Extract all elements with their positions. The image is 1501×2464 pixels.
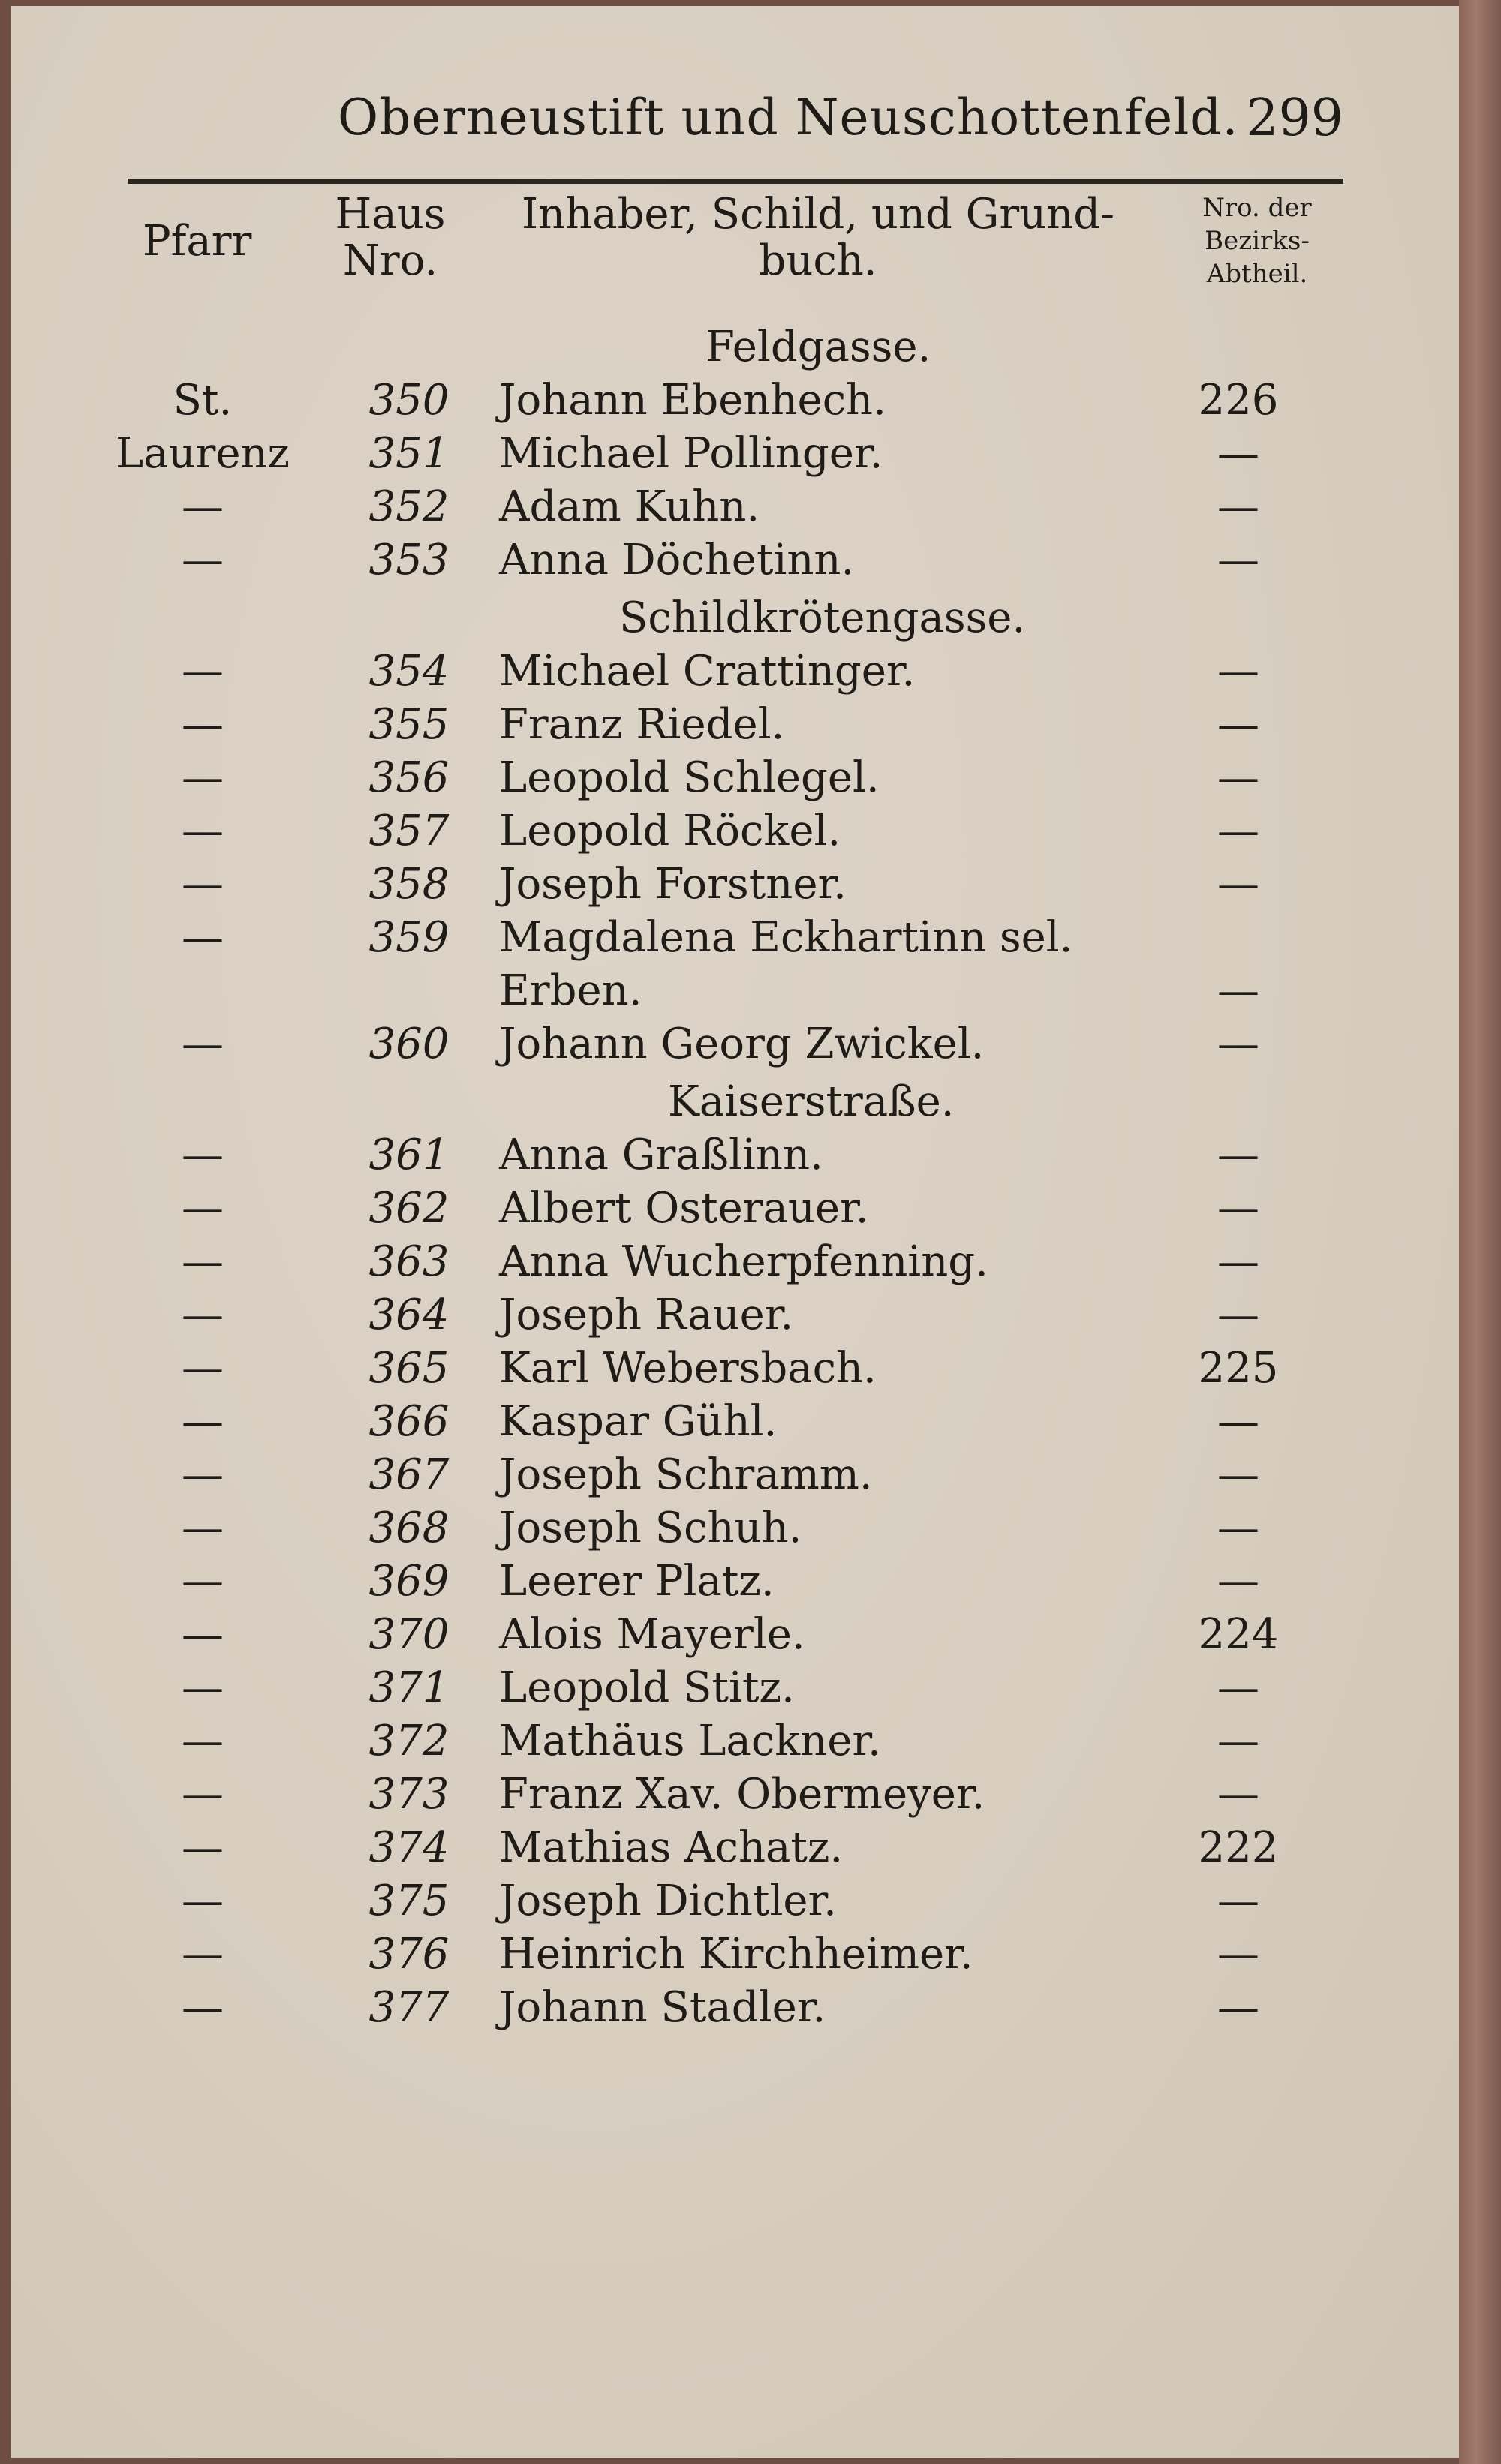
pfarr-cell: St. xyxy=(173,376,233,425)
house-number-cell: 357 xyxy=(368,807,450,855)
table-row xyxy=(0,1767,1459,1820)
house-number-cell: 355 xyxy=(368,700,450,749)
table-row xyxy=(0,1554,1459,1607)
house-number-cell: 371 xyxy=(368,1663,450,1712)
house-number-cell: 360 xyxy=(368,1020,450,1068)
district-number-cell: — xyxy=(1217,1663,1259,1712)
district-number-cell: — xyxy=(1217,429,1259,478)
table-row xyxy=(0,533,1459,586)
house-number-cell: 372 xyxy=(368,1717,450,1765)
table-row xyxy=(0,1607,1459,1660)
table-row xyxy=(0,479,1459,533)
page-edge xyxy=(1459,0,1501,2464)
pfarr-cell: Laurenz xyxy=(115,429,290,478)
table-row xyxy=(0,1447,1459,1501)
pfarr-cell: — xyxy=(182,1184,224,1233)
street-heading xyxy=(0,315,1459,373)
house-number-cell: 376 xyxy=(368,1930,450,1979)
street-heading xyxy=(0,586,1459,644)
street-name: Feldgasse. xyxy=(705,323,931,371)
column-headers xyxy=(0,191,1459,300)
street-heading xyxy=(0,1070,1459,1128)
owner-name-cell: Joseph Forstner. xyxy=(499,860,847,909)
house-number-cell: 374 xyxy=(368,1823,450,1872)
house-number-cell: 359 xyxy=(368,913,450,962)
page-header xyxy=(128,75,1343,158)
table-row xyxy=(0,1017,1459,1070)
pfarr-cell: — xyxy=(182,1504,224,1552)
district-number-cell: 224 xyxy=(1198,1610,1279,1659)
district-number-cell: — xyxy=(1217,1770,1259,1819)
owner-name-cell: Joseph Rauer. xyxy=(499,1291,794,1339)
table-row xyxy=(0,1181,1459,1234)
district-number-cell: — xyxy=(1217,1237,1259,1286)
table-row xyxy=(0,1394,1459,1447)
table-row xyxy=(0,750,1459,804)
pfarr-cell: — xyxy=(182,1930,224,1979)
district-number-cell: — xyxy=(1217,1930,1259,1979)
table-row xyxy=(0,1714,1459,1767)
owner-name-cell: Karl Webersbach. xyxy=(499,1344,877,1393)
district-number-cell: — xyxy=(1217,1504,1259,1552)
table-row xyxy=(0,373,1459,426)
house-number-cell: 354 xyxy=(368,647,450,696)
pfarr-cell: — xyxy=(182,753,224,802)
table-row xyxy=(0,1927,1459,1980)
house-number-cell: 356 xyxy=(368,753,450,802)
table-row xyxy=(0,804,1459,857)
house-number-cell: 364 xyxy=(368,1291,450,1339)
house-number-cell: 367 xyxy=(368,1450,450,1499)
district-number-cell: — xyxy=(1217,807,1259,855)
house-number-cell: 358 xyxy=(368,860,450,909)
pfarr-cell: — xyxy=(182,1610,224,1659)
owner-name-cell: Joseph Schramm. xyxy=(499,1450,873,1499)
owner-name-cell: Franz Riedel. xyxy=(499,700,785,749)
district-number-cell: — xyxy=(1217,1983,1259,2032)
district-number-cell: — xyxy=(1217,1291,1259,1339)
owner-name-cell: Joseph Dichtler. xyxy=(499,1877,837,1925)
table-row xyxy=(0,1234,1459,1288)
district-number-cell: 226 xyxy=(1198,376,1279,425)
pfarr-cell: — xyxy=(182,700,224,749)
table-row xyxy=(0,1128,1459,1181)
owner-name-cell: Adam Kuhn. xyxy=(499,482,760,531)
district-number-cell: — xyxy=(1217,482,1259,531)
owner-name-cell: Franz Xav. Obermeyer. xyxy=(499,1770,985,1819)
owner-name-cell: Johann Stadler. xyxy=(499,1983,826,2032)
column-header-pfarr: Pfarr xyxy=(143,217,252,266)
pfarr-cell: — xyxy=(182,1557,224,1606)
pfarr-cell: — xyxy=(182,1020,224,1068)
owner-name-cell: Anna Graßlinn. xyxy=(499,1131,823,1179)
pfarr-cell: — xyxy=(182,860,224,909)
house-number-cell: 368 xyxy=(368,1504,450,1552)
column-header-haus: Haus Nro. xyxy=(335,190,446,285)
district-number-cell: — xyxy=(1217,1557,1259,1606)
owner-name-cell: Johann Ebenhech. xyxy=(499,376,886,425)
house-number-cell: 366 xyxy=(368,1397,450,1446)
owner-name-cell: Johann Georg Zwickel. xyxy=(499,1020,985,1068)
district-number-cell: — xyxy=(1217,1020,1259,1068)
house-number-cell: 375 xyxy=(368,1877,450,1925)
house-number-cell: 377 xyxy=(368,1983,450,2032)
pfarr-cell: — xyxy=(182,1291,224,1339)
pfarr-cell: — xyxy=(182,1397,224,1446)
owner-name-cell: Kaspar Gühl. xyxy=(499,1397,778,1446)
owner-name-cell: Magdalena Eckhartinn sel. xyxy=(499,913,1073,962)
house-number-cell: 373 xyxy=(368,1770,450,1819)
district-number-cell: — xyxy=(1217,1717,1259,1765)
district-number-cell: — xyxy=(1217,1397,1259,1446)
pfarr-cell: — xyxy=(182,1877,224,1925)
pfarr-cell: — xyxy=(182,1450,224,1499)
table-row xyxy=(0,426,1459,479)
table-row xyxy=(0,644,1459,697)
street-name: Schildkrötengasse. xyxy=(619,593,1026,642)
pfarr-cell: — xyxy=(182,1344,224,1393)
column-header-inhaber: Inhaber, Schild, und Grund- buch. xyxy=(521,190,1115,285)
pfarr-cell: — xyxy=(182,647,224,696)
pfarr-cell: — xyxy=(182,807,224,855)
district-number-cell: — xyxy=(1217,1877,1259,1925)
district-number-cell: — xyxy=(1217,536,1259,584)
table-row xyxy=(0,1980,1459,2033)
district-number-cell: — xyxy=(1217,700,1259,749)
pfarr-cell: — xyxy=(182,1983,224,2032)
pfarr-cell: — xyxy=(182,913,224,962)
district-number-cell: — xyxy=(1217,1184,1259,1233)
district-number-cell: — xyxy=(1217,753,1259,802)
house-number-cell: 361 xyxy=(368,1131,450,1179)
pfarr-cell: — xyxy=(182,1663,224,1712)
table-row xyxy=(0,1288,1459,1341)
house-number-cell: 365 xyxy=(368,1344,450,1393)
house-number-cell: 370 xyxy=(368,1610,450,1659)
page-number: 299 xyxy=(1246,89,1343,148)
district-number-cell: — xyxy=(1217,647,1259,696)
running-title: Oberneustift und Neuschottenfeld. xyxy=(338,89,1239,146)
house-number-cell: 353 xyxy=(368,536,450,584)
owner-name-cell: Heinrich Kirchheimer. xyxy=(499,1930,973,1979)
district-number-cell: — xyxy=(1217,966,1259,1015)
district-number-cell: — xyxy=(1217,860,1259,909)
pfarr-cell: — xyxy=(182,1823,224,1872)
owner-name-cell: Albert Osterauer. xyxy=(499,1184,869,1233)
street-name: Kaiserstraße. xyxy=(668,1077,955,1126)
owner-name-cell: Leopold Stitz. xyxy=(499,1663,795,1712)
table-row xyxy=(0,910,1459,963)
district-number-cell: — xyxy=(1217,1450,1259,1499)
district-number-cell: 222 xyxy=(1198,1823,1279,1872)
owner-name-cell: Anna Wucherpfenning. xyxy=(499,1237,988,1286)
owner-name-cell: Michael Pollinger. xyxy=(499,429,883,478)
owner-name-cell: Erben. xyxy=(499,966,642,1015)
district-number-cell: — xyxy=(1217,1131,1259,1179)
table-row xyxy=(0,1820,1459,1874)
owner-name-cell: Mathäus Lackner. xyxy=(499,1717,881,1765)
pfarr-cell: — xyxy=(182,482,224,531)
house-number-cell: 351 xyxy=(368,429,450,478)
house-number-cell: 362 xyxy=(368,1184,450,1233)
owner-name-cell: Leerer Platz. xyxy=(499,1557,775,1606)
pfarr-cell: — xyxy=(182,1237,224,1286)
register-table xyxy=(0,315,1459,2033)
pfarr-cell: — xyxy=(182,1717,224,1765)
owner-name-cell: Leopold Schlegel. xyxy=(499,753,880,802)
table-row xyxy=(0,697,1459,750)
header-rule xyxy=(128,179,1343,184)
table-row xyxy=(0,1874,1459,1927)
owner-name-cell: Mathias Achatz. xyxy=(499,1823,844,1872)
pfarr-cell: — xyxy=(182,536,224,584)
pfarr-cell: — xyxy=(182,1770,224,1819)
table-row xyxy=(0,1501,1459,1554)
owner-name-cell: Joseph Schuh. xyxy=(499,1504,802,1552)
table-row xyxy=(0,963,1459,1017)
district-number-cell: 225 xyxy=(1198,1344,1279,1393)
owner-name-cell: Michael Crattinger. xyxy=(499,647,916,696)
table-row xyxy=(0,1341,1459,1394)
owner-name-cell: Alois Mayerle. xyxy=(499,1610,805,1659)
house-number-cell: 352 xyxy=(368,482,450,531)
column-header-bezirk: Nro. der Bezirks- Abtheil. xyxy=(1202,193,1312,290)
house-number-cell: 369 xyxy=(368,1557,450,1606)
house-number-cell: 363 xyxy=(368,1237,450,1286)
pfarr-cell: — xyxy=(182,1131,224,1179)
owner-name-cell: Anna Döchetinn. xyxy=(499,536,855,584)
owner-name-cell: Leopold Röckel. xyxy=(499,807,841,855)
table-row xyxy=(0,857,1459,910)
table-row xyxy=(0,1660,1459,1714)
house-number-cell: 350 xyxy=(368,376,450,425)
